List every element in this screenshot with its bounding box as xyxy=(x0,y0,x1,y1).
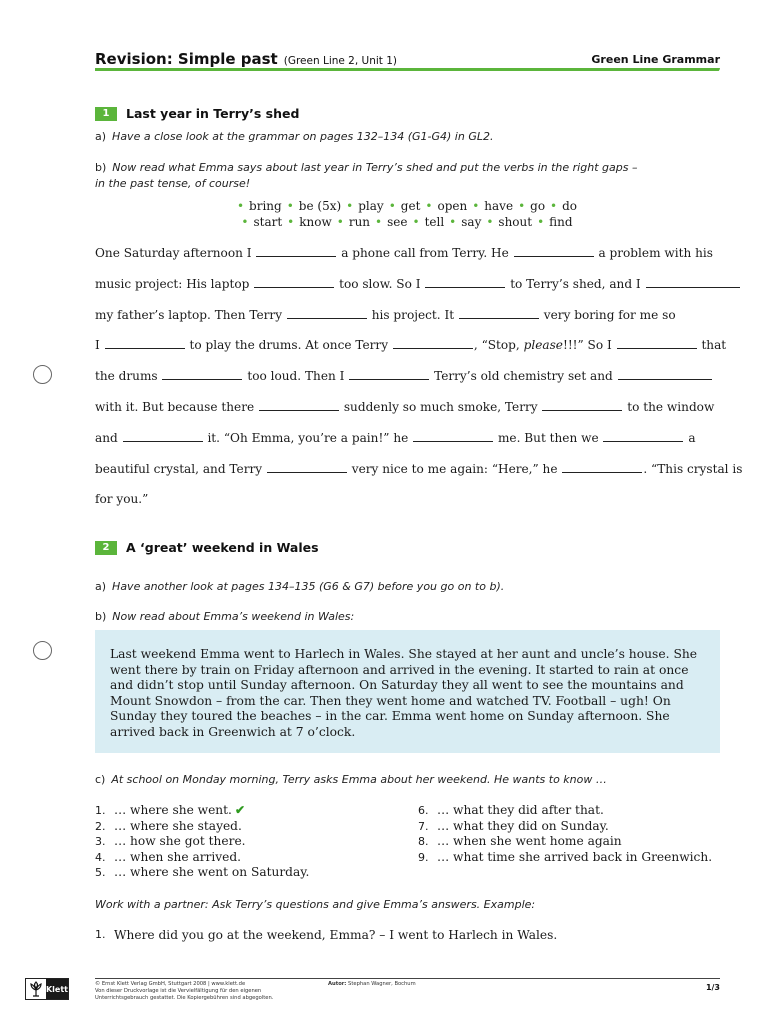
question-number: 1. xyxy=(95,804,106,817)
checkmark-icon: ✔ xyxy=(234,803,246,817)
blank-gap[interactable] xyxy=(287,306,367,319)
question-text: … when she went home again xyxy=(437,834,622,849)
text-segment: beautiful crystal, and Terry xyxy=(95,461,266,476)
blank-gap[interactable] xyxy=(459,306,539,319)
text-segment: too loud. Then I xyxy=(243,369,349,384)
gap-text-line xyxy=(95,365,720,396)
text-segment: One Saturday afternoon I xyxy=(95,246,256,260)
gap-text-line xyxy=(95,273,720,304)
verb-item: do xyxy=(562,199,578,213)
section-1-heading xyxy=(95,106,299,121)
question-item xyxy=(418,803,712,819)
bullet-icon: • xyxy=(486,215,494,229)
bullet-icon: • xyxy=(375,215,383,229)
instruction-2a xyxy=(95,579,720,595)
title-subtitle: (Green Line 2, Unit 1) xyxy=(283,55,398,67)
klett-logo xyxy=(25,978,69,1000)
section-2-title: A ‘great’ weekend in Wales xyxy=(126,540,319,555)
text-segment: very boring for me so xyxy=(539,307,676,322)
instruction-text: Now read what Emma says about last year in Terry’s shed and put the verbs in the right gaps – xyxy=(112,161,638,174)
blank-gap[interactable] xyxy=(562,460,642,473)
footer-rule xyxy=(95,978,720,979)
bullet-icon: • xyxy=(388,199,396,213)
text-segment: a phone call from Terry. He xyxy=(337,246,513,260)
verb-item: find xyxy=(549,215,573,229)
story-box: Last weekend Emma went to Harlech in Wales. She stayed at her aunt and uncle’s house. She went there by train on Friday afternoon and arrived in the evening. It started to rain at once and didn’t stop until Sunday afternoon. On Saturday they all went to see the mountains and Mount Snowdon – from the car. Then they went home and watched TV. Football – ugh! On Sunday they toured the beaches – in the car. Emma went home on Sunday afternoon. She arrived back in Greenwich at 7 o’clock. xyxy=(95,630,720,753)
question-text: … what they did on Sunday. xyxy=(437,818,609,833)
text-segment: the drums xyxy=(95,369,162,384)
page-number: 1/3 xyxy=(705,983,720,992)
emphasis-text: please xyxy=(523,338,563,353)
instruction-text-cont: in the past tense, of course! xyxy=(95,177,251,190)
verb-item: be (5x) xyxy=(298,199,342,213)
klett-wordmark: Klett xyxy=(46,979,68,999)
partner-instruction xyxy=(95,897,720,913)
section-2-number: 2 xyxy=(95,541,117,555)
blank-gap[interactable] xyxy=(617,336,697,349)
bullet-icon: • xyxy=(537,215,545,229)
title-text: Revision: Simple past xyxy=(95,50,278,68)
verb-item: tell xyxy=(424,215,445,229)
bullet-icon: • xyxy=(241,215,249,229)
verb-item: play xyxy=(358,199,384,213)
question-number: 6. xyxy=(418,804,429,817)
instruction-text: Have another look at pages 134–135 (G6 & G7) before you go on to b). xyxy=(112,580,505,593)
bullet-icon: • xyxy=(449,215,457,229)
instruction-label: a) xyxy=(95,130,107,143)
question-text: … where she went on Saturday. xyxy=(114,865,310,880)
gap-text-line xyxy=(95,334,727,365)
bullet-icon: • xyxy=(336,215,344,229)
text-segment: a problem with his xyxy=(594,246,713,260)
blank-gap[interactable] xyxy=(425,275,505,288)
text-segment: me. But then we xyxy=(494,430,603,445)
question-text: … where she went. xyxy=(114,803,232,817)
text-segment: , “Stop, xyxy=(473,338,524,353)
text-segment: it. “Oh Emma, you’re a pain!” he xyxy=(203,430,413,445)
example-number: 1. xyxy=(95,928,106,941)
copyright-line: © Ernst Klett Verlag GmbH, Stuttgart 2008 | www.klett.de xyxy=(95,981,246,987)
question-item xyxy=(418,834,712,850)
question-text: … how she got there. xyxy=(114,834,246,849)
text-segment: too slow. So I xyxy=(335,276,425,291)
question-item xyxy=(95,865,309,881)
section-1-number: 1 xyxy=(95,107,117,121)
blank-gap[interactable] xyxy=(603,429,683,442)
question-number: 5. xyxy=(95,866,106,880)
text-segment: I xyxy=(95,338,104,353)
verb-item: open xyxy=(437,199,468,213)
instruction-label: a) xyxy=(95,580,107,593)
question-number: 8. xyxy=(418,835,429,849)
question-text: … when she arrived. xyxy=(114,849,242,864)
blank-gap[interactable] xyxy=(413,429,493,442)
brand-label: Green Line Grammar xyxy=(591,53,720,66)
blank-gap[interactable] xyxy=(514,244,594,257)
verb-item: know xyxy=(299,215,332,229)
text-segment: music project: His laptop xyxy=(95,276,254,291)
text-segment: my father’s laptop. Then Terry xyxy=(95,307,286,322)
blank-gap[interactable] xyxy=(349,367,429,380)
question-item xyxy=(418,850,712,866)
verb-item: say xyxy=(461,215,482,229)
question-item xyxy=(95,803,309,819)
instruction-label: c) xyxy=(95,773,106,786)
text-segment: suddenly so much smoke, Terry xyxy=(339,399,542,414)
gap-text-line xyxy=(95,427,720,458)
gap-text-line xyxy=(95,488,720,519)
footer-copyright xyxy=(95,981,295,1002)
verb-item: run xyxy=(348,215,371,229)
questions-right-column xyxy=(418,803,712,865)
instruction-label: b) xyxy=(95,610,107,623)
section-1-title: Last year in Terry’s shed xyxy=(126,106,300,121)
instruction-label: b) xyxy=(95,161,107,174)
worksheet-title xyxy=(95,50,397,68)
instruction-text: Now read about Emma’s weekend in Wales: xyxy=(112,610,355,623)
question-number: 3. xyxy=(95,835,106,849)
verb-item: shout xyxy=(498,215,533,229)
question-item xyxy=(95,819,309,835)
bullet-icon: • xyxy=(346,199,354,213)
header-rule xyxy=(95,68,720,72)
verb-item: bring xyxy=(249,199,282,213)
example-answer xyxy=(95,928,557,942)
question-text: … where she stayed. xyxy=(114,818,242,833)
blank-gap[interactable] xyxy=(618,367,712,380)
gap-text-line xyxy=(95,396,720,427)
footer-author xyxy=(328,981,416,987)
blank-gap[interactable] xyxy=(393,336,473,349)
bullet-icon: • xyxy=(472,199,480,213)
text-segment: his project. It xyxy=(367,307,458,322)
instruction-1a xyxy=(95,129,720,145)
instruction-text: Have a close look at the grammar on pages 132–134 (G1-G4) in GL2. xyxy=(112,130,494,143)
blank-gap[interactable] xyxy=(123,429,203,442)
instruction-2b xyxy=(95,609,720,625)
blank-gap[interactable] xyxy=(259,398,339,411)
instruction-2c xyxy=(95,772,720,788)
punch-hole-mark xyxy=(33,641,52,660)
blank-gap[interactable] xyxy=(254,275,334,288)
bullet-icon: • xyxy=(425,199,433,213)
bullet-icon: • xyxy=(287,215,295,229)
gap-text-line xyxy=(95,458,743,489)
bullet-icon: • xyxy=(236,199,245,213)
section-2-heading xyxy=(95,540,319,555)
question-number: 7. xyxy=(418,819,429,833)
verb-item: have xyxy=(484,199,514,213)
bullet-icon: • xyxy=(550,199,558,213)
gap-text-exercise xyxy=(95,242,743,519)
blank-gap[interactable] xyxy=(105,336,185,349)
verb-item: get xyxy=(400,199,421,213)
text-segment: . “This crystal is xyxy=(643,461,743,476)
verb-item: start xyxy=(253,215,283,229)
gap-text-line xyxy=(95,304,720,335)
author-label: Autor: xyxy=(328,981,347,987)
text-segment: to Terry’s shed, and I xyxy=(506,276,645,291)
instruction-1b xyxy=(95,160,720,192)
text-segment: Terry’s old chemistry set and xyxy=(430,369,617,384)
blank-gap[interactable] xyxy=(256,244,336,257)
blank-gap[interactable] xyxy=(162,367,242,380)
text-segment: that xyxy=(697,338,727,353)
question-text: … what they did after that. xyxy=(437,803,604,817)
question-item xyxy=(95,834,309,850)
text-segment: and xyxy=(95,430,122,445)
punch-hole-mark xyxy=(33,365,52,384)
verb-row-1 xyxy=(95,198,720,214)
question-item xyxy=(95,850,309,866)
text-segment: for you.” xyxy=(95,492,149,507)
text-segment: to the window xyxy=(623,399,715,414)
text-segment: to play the drums. At once Terry xyxy=(185,338,392,353)
bullet-icon: • xyxy=(412,215,420,229)
question-number: 2. xyxy=(95,819,106,833)
question-number: 9. xyxy=(418,850,429,864)
text-segment: very nice to me again: “Here,” he xyxy=(347,461,562,476)
question-item xyxy=(418,819,712,835)
instruction-text: Work with a partner: Ask Terry’s questions and give Emma’s answers. Example: xyxy=(95,898,536,911)
klett-flower-icon xyxy=(26,979,46,999)
bullet-icon: • xyxy=(286,199,294,213)
verb-row-2 xyxy=(95,214,720,230)
bullet-icon: • xyxy=(518,199,526,213)
question-number: 4. xyxy=(95,850,106,864)
example-text: Where did you go at the weekend, Emma? – I went to Harlech in Wales. xyxy=(114,928,558,942)
blank-gap[interactable] xyxy=(646,275,740,288)
instruction-text: At school on Monday morning, Terry asks Emma about her weekend. He wants to know … xyxy=(111,773,607,786)
verb-item: go xyxy=(530,199,546,213)
gap-text-line xyxy=(95,242,720,273)
blank-gap[interactable] xyxy=(542,398,622,411)
questions-left-column xyxy=(95,803,309,881)
question-text: … what time she arrived back in Greenwich. xyxy=(437,849,713,864)
verb-box xyxy=(95,198,720,230)
copyright-line: Von dieser Druckvorlage ist die Vervielfältigung für den eigenen xyxy=(95,988,262,994)
verb-item: see xyxy=(387,215,408,229)
text-segment: with it. But because there xyxy=(95,399,258,414)
author-name: Stephan Wagner, Bochum xyxy=(348,981,416,987)
blank-gap[interactable] xyxy=(267,460,347,473)
text-segment: !!!” So I xyxy=(562,338,616,353)
text-segment: a xyxy=(684,430,696,445)
copyright-line: Unterrichtsgebrauch gestattet. Die Kopiergebühren sind abgegolten. xyxy=(95,995,274,1001)
